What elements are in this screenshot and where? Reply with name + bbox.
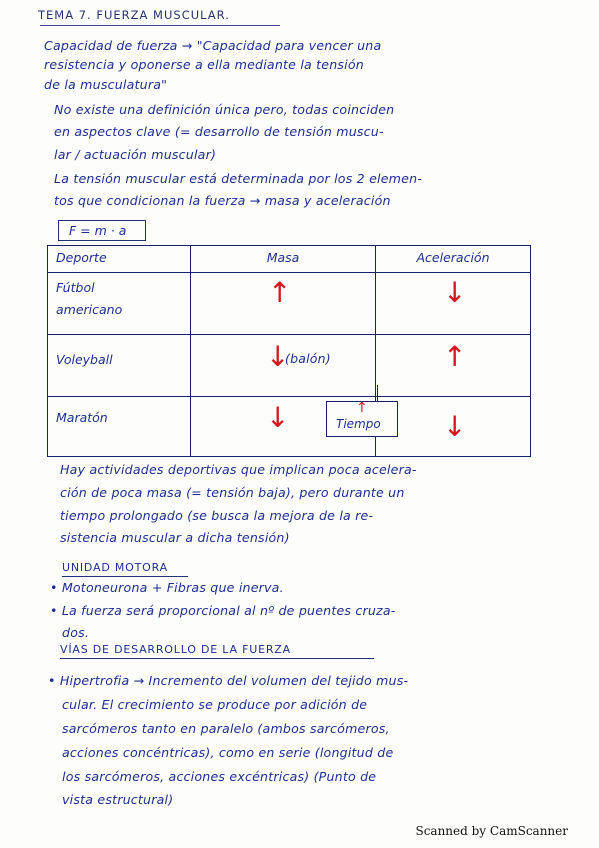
header-aceleracion: Aceleración [376,246,531,273]
intro-line: tos que condicionan la fuerza → masa y aceleración [54,193,391,208]
table-header-row [48,246,531,273]
paragraph-line: Hay actividades deportivas que implican poca acelera- [60,462,417,477]
sport-cell [48,273,191,335]
intro-line: lar / actuación muscular) [54,147,217,162]
sport-name-line: americano [56,302,123,317]
vias-line: acciones concéntricas), como en serie (longitud de [62,745,394,760]
vias-line: cular. El crecimiento se produce por adición de [62,697,368,712]
vias-line: sarcómeros tanto en paralelo (ambos sarcómeros, [62,721,390,736]
vias-line: los sarcómeros, acciones excéntricas) (Punto de [62,769,377,784]
arrow-down-icon: ↓ [266,401,290,434]
page-title: TEMA 7. FUERZA MUSCULAR. [38,8,230,22]
tiempo-label: Tiempo [336,417,381,431]
vias-line: • Hipertrofia → Incremento del volumen del tejido mus- [48,673,409,688]
tiempo-box [326,401,398,437]
paragraph-line: tiempo prolongado (se busca la mejora de la re- [60,508,374,523]
section-heading-vias: VÍAS DE DESARROLLO DE LA FUERZA [60,643,291,656]
arrow-down-icon: ↓ [266,340,290,373]
arrow-up-icon: ↑ [356,400,368,416]
intro-line: en aspectos clave (= desarrollo de tensión muscu- [54,124,384,139]
vias-line: vista estructural) [62,792,174,807]
formula: F = m · a [69,223,127,238]
sport-name-line: Voleyball [56,352,113,367]
header-deporte: Deporte [48,246,191,273]
sport-cell [48,397,191,457]
arrow-down-icon: ↓ [443,276,467,309]
arrow-up-icon: ↑ [443,340,467,373]
list-item: • La fuerza será proporcional al nº de puentes cruza- [50,603,396,618]
sport-cell [48,335,191,397]
scanner-watermark: Scanned by CamScanner [415,824,568,838]
sport-name-line: Fútbol [56,280,95,295]
header-masa: Masa [191,246,376,273]
intro-line: resistencia y oponerse a ella mediante la tensión [44,57,364,72]
paragraph-line: ción de poca masa (= tensión baja), pero durante un [60,485,405,500]
intro-line: Capacidad de fuerza → "Capacidad para vencer una [44,38,382,53]
intro-line: de la musculatura" [44,77,168,92]
formula-box [58,220,146,241]
arrow-down-icon: ↓ [443,410,467,443]
arrow-up-icon: ↑ [268,276,292,309]
title-underline [40,25,280,26]
tiempo-connector [377,385,378,402]
list-item-continuation: dos. [62,625,90,640]
masa-note: (balón) [285,351,331,366]
intro-line: No existe una definición única pero, todas coinciden [54,102,395,117]
paragraph-line: sistencia muscular a dicha tensión) [60,530,290,545]
heading-underline [62,576,188,577]
sport-name-line: Maratón [56,410,108,425]
section-heading-unidad: UNIDAD MOTORA [62,561,168,574]
intro-line: La tensión muscular está determinada por los 2 elemen- [54,171,423,186]
heading-underline [60,658,374,659]
list-item: • Motoneurona + Fibras que inerva. [50,580,284,595]
